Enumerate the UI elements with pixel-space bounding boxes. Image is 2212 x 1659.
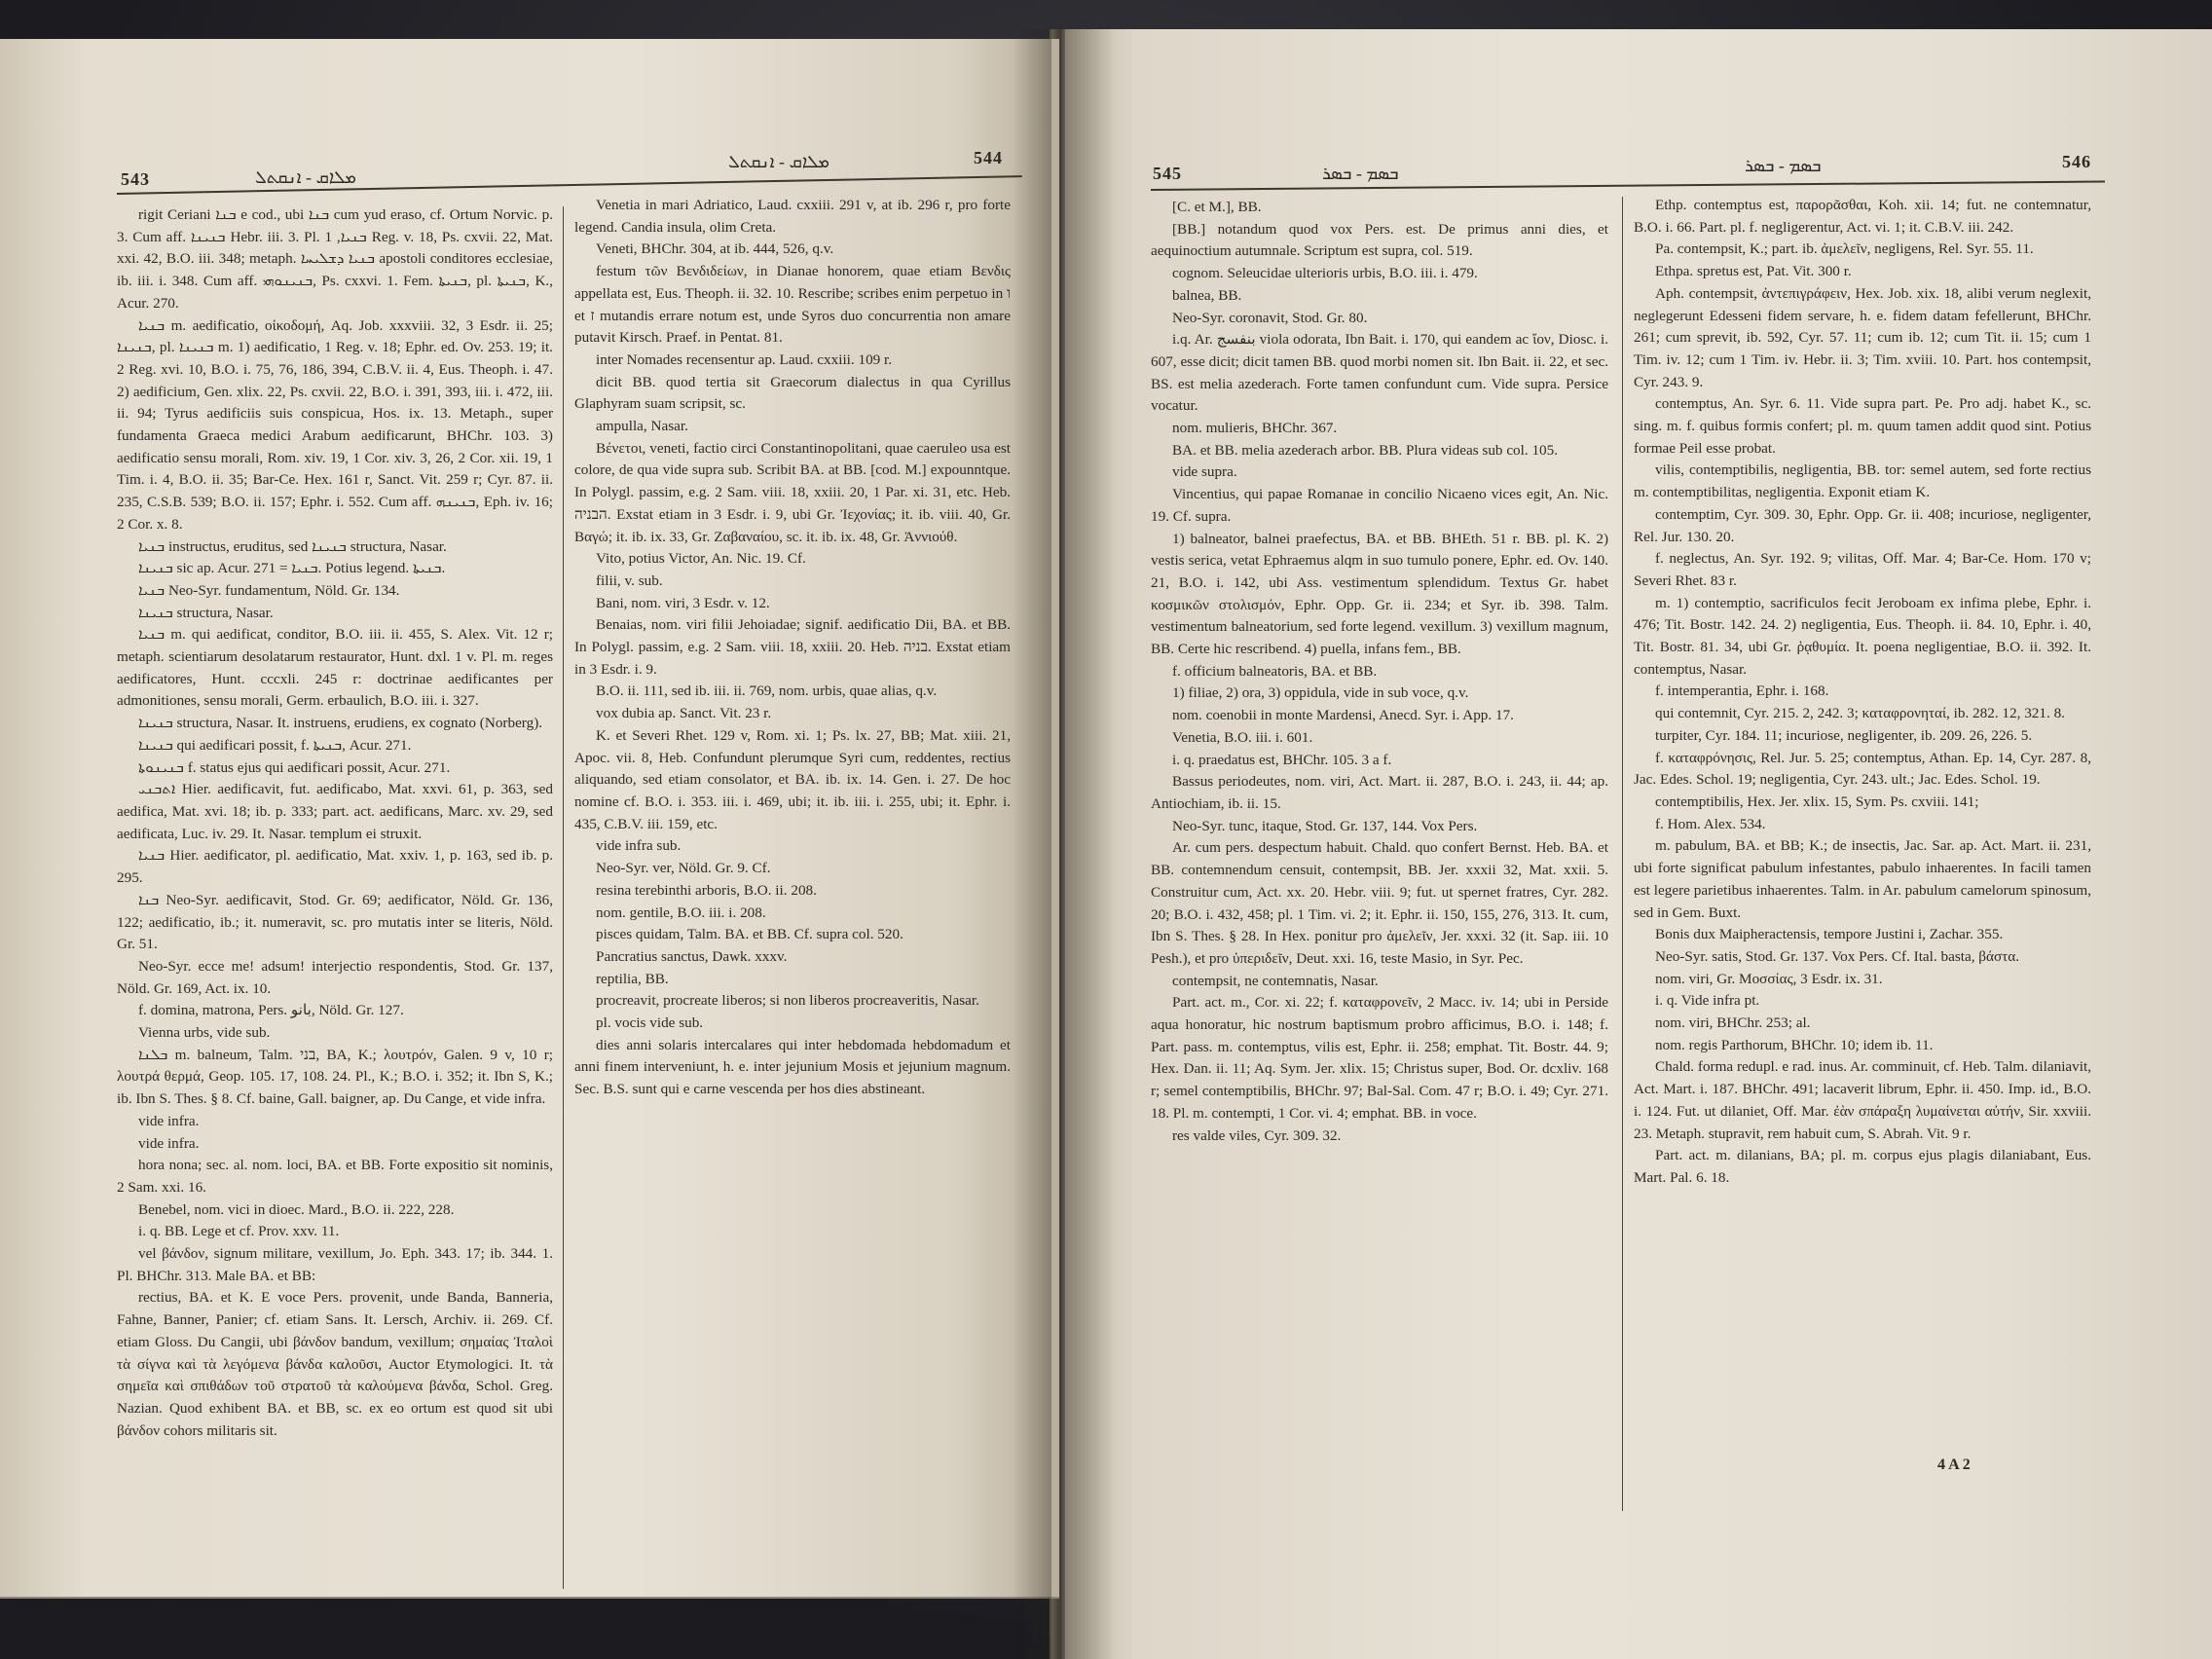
dictionary-entry: vox dubia ap. Sanct. Vit. 23 r.	[596, 705, 772, 722]
dictionary-entry: Bani, nom. viri, 3 Esdr. v. 12.	[596, 594, 770, 611]
dictionary-entry: Ar. cum pers. despectum habuit. Chald. quo confert Bernst. Heb. BA. et BB. contemnendum censuit, contempsit, BB. Jer. xxxii 32, Mat. xxii. 5. Construitur cum, Act. xx. 20. Hebr. viii. 9; fut. ut spernet fratres, Cyr. 282. 20; B.O. i. 432, 458; pl. 1 Tim. vi. 2; it. Ephr. ii. 150, 155, 276, 313. It. cum, Ibn S. Thes. § 28. In Hex. ponitur pro ἀμελεῖν, Jer. xxxi. 32 (it. Sap. iii. 10 Pesh.), et pro ὑπεριδεῖν, Deut. xxi. 16, teste Masio, in Syr. Pec.	[1151, 839, 1608, 967]
dictionary-entry: contemptim, Cyr. 309. 30, Ephr. Opp. Gr. ii. 408; incuriose, negligenter, Rel. Jur. 130. 20.	[1634, 505, 2091, 545]
dictionary-entry: ampulla, Nasar.	[596, 418, 688, 435]
dictionary-entry: f. officium balneatoris, BA. et BB.	[1172, 662, 1378, 680]
dictionary-entry: f. καταφρόνησις, Rel. Jur. 5. 25; contemptus, Athan. Ep. 14, Cyr. 287. 8, Jac. Edes. Schol. 19; negligentia, Cyr. 243. ult.; Jac. Edes. Schol. 19.	[1634, 749, 2091, 789]
page-number-545: 545	[1153, 164, 1182, 183]
dictionary-entry: pl. vocis vide sub.	[596, 1014, 704, 1032]
dictionary-entry: vel βάνδον, signum militare, vexillum, Jo. Eph. 343. 17; ib. 344. 1. Pl. BHChr. 313. Male BA. et BB:	[117, 1245, 553, 1284]
dictionary-entry: Vito, potius Victor, An. Nic. 19. Cf.	[596, 550, 806, 568]
dictionary-entry: f. neglectus, An. Syr. 192. 9; vilitas, Off. Mar. 4; Bar-Ce. Hom. 170 v; Severi Rhet. 83 r.	[1634, 550, 2091, 589]
dictionary-entry: ܒܢܝܐ Hier. aedificator, pl. aedificatio, Mat. xxiv. 1, p. 163, sed ib. p. 295.	[117, 847, 553, 887]
dictionary-entry: Benaias, nom. viri filii Jehoiadae; signif. aedificatio Dii, BA. et BB. In Polygl. passim, e.g. 2 Sam. viii. 18, xxiii. 20. Heb. בניה. Exstat etiam in 3 Esdr. i. 9.	[574, 616, 1011, 678]
dictionary-entry: contemptibilis, Hex. Jer. xlix. 15, Sym. Ps. cxviii. 141;	[1655, 793, 1979, 810]
dictionary-entry: hora nona; sec. al. nom. loci, BA. et BB. Forte expositio sit nominis, 2 Sam. xxi. 16.	[117, 1157, 553, 1196]
dictionary-entry: vide infra.	[138, 1134, 200, 1152]
dictionary-entry: nom. regis Parthorum, BHChr. 10; idem ib. 11.	[1655, 1036, 1934, 1053]
dictionary-entry: ܒܢܝܢܐ qui aedificari possit, f. ܒܢܝܬܐ, Acur. 271.	[138, 736, 412, 754]
dictionary-entry: Part. act. m., Cor. xi. 22; f. καταφρονεῖν, 2 Macc. iv. 14; ubi in Perside aqua honoratur, hic nostrum baptismum probro afficimus, B.O. i. 148; f. Part. pass. m. contemptus, vilis est, Ephr. ii. 258; emphat. Tit. Bostr. 44. 9; Hex. Dan. ii. 11; Aq. Sym. Jer. xlix. 15; Christus super, Bod. Or. dcxliv. 168 r; semel contemptibilis, BHChr. 97; Bal-Sal. Com. 47 r; B.O. i. 49; Cyr. 271. 18. Pl. m. contempti, 1 Cor. vi. 4; emphat. BB. in voce.	[1151, 994, 1608, 1122]
dictionary-entry: ܒܢܝܢܘܬܐ f. status ejus qui aedificari possit, Acur. 271.	[138, 758, 451, 776]
dictionary-entry: reptilia, BB.	[596, 970, 669, 987]
left-page-column-2	[574, 195, 1011, 1101]
left-page	[0, 39, 1059, 1599]
dictionary-entry: vide supra.	[1172, 463, 1237, 481]
dictionary-entry: Neo-Syr. satis, Stod. Gr. 137. Vox Pers. Cf. Ital. basta, βάστα.	[1655, 947, 2020, 965]
dictionary-entry: balnea, BB.	[1172, 286, 1242, 304]
dictionary-entry: nom. viri, Gr. Μοσσίας, 3 Esdr. ix. 31.	[1655, 970, 1883, 987]
dictionary-entry: i. q. praedatus est, BHChr. 105. 3 a f.	[1172, 751, 1392, 768]
dictionary-entry: Ethp. contemptus est, παρορᾶσθαι, Koh. xii. 14; fut. ne contemnatur, B.O. i. 66. Part. pl. f. negligerentur, Act. vi. 1; it. C.B.V. iii. 242.	[1634, 197, 2091, 236]
dictionary-entry: cognom. Seleucidae ulterioris urbis, B.O. iii. i. 479.	[1172, 265, 1478, 282]
dictionary-entry: ܒܢܝܐ Neo-Syr. fundamentum, Nöld. Gr. 134.	[138, 581, 400, 599]
right-page-column-1	[1151, 197, 1608, 1147]
dictionary-entry: res valde viles, Cyr. 309. 32.	[1172, 1126, 1342, 1144]
dictionary-entry: nom. gentile, B.O. iii. i. 208.	[596, 903, 766, 921]
page-number-546: 546	[2062, 152, 2091, 171]
dictionary-entry: ܒܢܐ Neo-Syr. aedificavit, Stod. Gr. 69; aedificator, Nöld. Gr. 136, 122; aedificatio, ib.; it. numeravit, sc. pro mutatis inter se literis, Nöld. Gr. 51.	[117, 891, 553, 953]
dictionary-entry: K. et Severi Rhet. 129 v, Rom. xi. 1; Ps. lx. 27, BB; Mat. xiii. 21, Apoc. vii. 8, Heb. Confundunt plerumque Syri cum, reddentes, rectius aliquando, sed etiam consolator, et BA. ib. ix. 14. Gen. i. 27. De hoc nomine cf. B.O. i. 353. iii. i. 469, ubi; it. ib. iii. i. 255, ubi; it. Ephr. i. 435, C.B.V. iii. 159, etc.	[574, 726, 1011, 832]
dictionary-entry: Βένετοι, veneti, factio circi Constantinopolitani, quae caeruleo usa est colore, de qua vide supra sub. Scribit BA. at BB. [cod. M.] expounntque. In Polygl. passim, e.g. 2 Sam. viii. 18, xxiii. 20, 1 Par. xi. 31, etc. Heb. הבניה. Exstat etiam in 3 Esdr. i. 9, ubi Gr. Ἰεχονίας; it. ib. viii. 40, Gr. Βαγώ; it. ib. ix. 33, Gr. Ζαβαναίου, sc. it. ib. ix. 48, Gr. Ἀννιούθ.	[574, 439, 1011, 545]
dictionary-entry: rigit Ceriani ܒܢܐ e cod., ubi ܒܢܐ cum yud eraso, cf. Ortum Norvic. p. 3. Cum aff. ܒܢܝܢܐ Hebr. iii. 3. Pl. ܒܢܝܐ, 1 Reg. v. 18, Ps. cxvii. 22, Mat. xxi. 42, B.O. iii. 348; metaph. ܒܢܝܐ ܕܫܠܝܚܐ apostoli conditores ecclesiae, ib. iii. i. 348. Cum aff. ܒܢܝܢܘܗܝ, Ps. cxxvi. 1. Fem. ܒܢܝܬܐ, pl. ܒܢܝܬܐ, K., Acur. 270.	[117, 206, 554, 312]
dictionary-entry: rectius, BA. et K. E voce Pers. provenit, unde Banda, Banneria, Fahne, Banner, Panier; cf. etiam Sans. It. Lersch, Archiv. ii. 269. Cf. etiam Gloss. Du Cangii, ubi βάνδον bandum, vexillum; σημαίας Ἰταλοὶ τὰ σίγνα καὶ τὰ λεγόμενα βάνδα καλοῦσι, Auctor Etymologici. It. τὰ σημεῖα καὶ σπιθάδων τοῦ στρατοῦ τὰ καλούμενα βάνδα, Schol. Greg. Nazian. Quod exhibent BA. et BB, sc. ex eo ortum est quod sit ubi βάνδον cohors militaris sit.	[117, 1289, 553, 1439]
dictionary-entry: 1) balneator, balnei praefectus, BA. et BB. BHEth. 51 r. BB. pl. K. 2) vestis serica, vetat Ephraemus alqm in suo tumulo ponere, Ephr. ed. Ov. 140. 21, B.O. i. 142, ubi Ass. vestimentum splendidum. Textus Gr. habet κοσμικῶν στολισμόν, Ephr. Opp. Gr. ii. 234; et Syr. ib. 398. Talm. vestimentum balneatorium, sed forte legend. vexillum. 3) vexillum magnum, BB. Certe hic rescribend. 4) puella, infans fem., BB.	[1151, 530, 1608, 658]
dictionary-entry: f. Hom. Alex. 534.	[1655, 815, 1766, 832]
dictionary-entry: ܒܢܝܐ m. aedificatio, οἰκοδομή, Aq. Job. xxxviii. 32, 3 Esdr. ii. 25; ܒܢܝܢܐ, pl. ܒܢܝܢܐ m. 1) aedificatio, 1 Reg. v. 18; Ephr. ed. Ov. 253. 19; it. 2 Reg. xvi. 10, B.O. i. 75, 76, 186, 394, C.B.V. ii. 4, Eus. Theoph. i. 47. 2) aedificium, Gen. xlix. 22, Ps. cxvii. 22, B.O. i. 391, 393, iii. i. 472, iii. ii. 94; Tyrus aedificiis suis conspicua, Hos. ix. 13. Metaph., super fundamenta Graeca medici Arabum aedificarunt, BHChr. 103. 3) aedificatio sensu morali, Rom. xiv. 19, 1 Cor. xiv. 3, 26, 2 Cor. xii. 19, 1 Tim. i. 4, B.O. ii. 35; Bar-Ce. Hex. 161 r, Sanct. Vit. 259 r; Cyr. 87. ii. 235, C.S.B. 539; B.O. ii. 157; Ephr. i. 552. Cum aff. ܒܢܝܢܗ, Eph. iv. 16; 2 Cor. x. 8.	[117, 316, 553, 533]
running-head-right-col: ܡܠܐܩ - ܐܢܩܬܠ	[728, 152, 830, 171]
dictionary-entry: f. domina, matrona, Pers. بانو, Nöld. Gr. 127.	[138, 1002, 404, 1019]
header-rule	[1151, 180, 2105, 191]
dictionary-entry: [C. et M.], BB.	[1172, 199, 1262, 215]
dictionary-entry: Neo-Syr. ver, Nöld. Gr. 9. Cf.	[596, 860, 771, 877]
dictionary-entry: filii, v. sub.	[596, 571, 663, 589]
dictionary-entry: m. pabulum, BA. et BB; K.; de insectis, Jac. Sar. ap. Act. Mart. ii. 231, ubi forte significat pabulum infestantes, pabulo inhaerentes. In facili tamen est legere parietibus inhaerentes. Talm. in Ar. pabulum camelorum spinosum, sed in Gem. Buxt.	[1634, 837, 2091, 921]
dictionary-entry: pisces quidam, Talm. BA. et BB. Cf. supra col. 520.	[596, 926, 903, 943]
column-divider	[563, 206, 564, 1589]
running-head-left-col: ܒܣܡ - ܒܣܪ	[1322, 164, 1399, 183]
entries-list	[574, 195, 1011, 1101]
dictionary-entry: Neo-Syr. coronavit, Stod. Gr. 80.	[1172, 309, 1368, 326]
dictionary-entry: Neo-Syr. tunc, itaque, Stod. Gr. 137, 144. Vox Pers.	[1172, 817, 1478, 834]
dictionary-entry: i. q. BB. Lege et cf. Prov. xxv. 11.	[138, 1223, 340, 1240]
dictionary-entry: [BB.] notandum quod vox Pers. est. De primus anni dies, et aequinoctium autumnale. Scriptum est supra, col. 519.	[1151, 220, 1608, 260]
dictionary-entry: m. 1) contemptio, sacrificulos fecit Jeroboam ex infima plebe, Ephr. i. 476; Tit. Bostr. 142. 24. 2) negligentia, Eus. Theoph. ii. 84. 10, Ephr. i. 40, Tit. Bostr. 81. 34, ubi Gr. ῥᾳθυμία. It. poena negligentiae, B.O. ii. 392. It. contemptus, Nasar.	[1634, 594, 2091, 678]
running-head-left-col: ܡܠܐܩ - ܐܢܩܬܠ	[255, 167, 356, 187]
dictionary-entry: contempsit, ne contemnatis, Nasar.	[1172, 972, 1379, 989]
dictionary-entry: ܐܬܒܢܝ Hier. aedificavit, fut. aedificabo, Mat. xxvi. 61, p. 363, sed aedifica, Mat. xvi. 18; ib. p. 333; part. act. aedificans, Marc. xv. 29, sed aedificata, Luc. iv. 29. It. Nasar. templum ei struxit.	[117, 781, 553, 842]
dictionary-entry: resina terebinthi arboris, B.O. ii. 208.	[596, 881, 817, 899]
entries-list	[117, 204, 553, 1442]
right-page	[1065, 29, 2212, 1659]
signature-mark: 4 A 2	[1937, 1456, 1971, 1473]
dictionary-entry: Benebel, nom. vici in dioec. Mard., B.O. ii. 222, 228.	[138, 1200, 455, 1218]
header-rule	[117, 175, 1022, 195]
dictionary-entry: i. q. Vide infra pt.	[1655, 992, 1760, 1010]
dictionary-entry: B.O. ii. 111, sed ib. iii. ii. 769, nom. urbis, quae alias, q.v.	[596, 682, 938, 700]
dictionary-entry: ܒܢܝܢܐ sic ap. Acur. 271 = ܒܢܝܐ. Potius legend. ܒܢܝܬܐ.	[138, 560, 446, 577]
dictionary-entry: Pa. contempsit, K.; part. ib. ἀμελεῖν, negligens, Rel. Syr. 55. 11.	[1655, 240, 2034, 258]
dictionary-entry: vilis, contemptibilis, negligentia, BB. tor: semel autem, sed forte rectius m. contemptibilitas, negligentia. Exponit etiam K.	[1634, 461, 2091, 501]
dictionary-entry: Vincentius, qui papae Romanae in concilio Nicaeno vices egit, An. Nic. 19. Cf. supra.	[1151, 486, 1608, 525]
dictionary-entry: f. intemperantia, Ephr. i. 168.	[1655, 682, 1829, 700]
page-number-544: 544	[974, 148, 1003, 167]
dictionary-entry: vide infra sub.	[596, 837, 682, 855]
dictionary-entry: ܒܢܝܐ instructus, eruditus, sed ܒܢܝܢܐ structura, Nasar.	[138, 537, 447, 555]
entries-list	[1151, 197, 1608, 1147]
dictionary-entry: qui contemnit, Cyr. 215. 2, 242. 3; καταφρονηταί, ib. 282. 12, 321. 8.	[1655, 705, 2065, 722]
dictionary-entry: Aph. contempsit, ἀντεπιγράφειν, Hex. Job. xix. 18, alibi verum neglexit, neglegerunt Edesseni fidem servare, h. e. fidem datam fefellerunt, BHChr. 261; cum sprevit, ib. 592, Cyr. 57. 11; cum ib. 12; cum Tit. ii. 15; cum 1 Tim. iv. 12; cum 1 Tim. iv. Hebr. ii. 3; Tim. xviii. 10. Part. hos contempsit, Cyr. 243. 9.	[1634, 284, 2091, 390]
dictionary-entry: Pancratius sanctus, Dawk. xxxv.	[596, 947, 788, 965]
dictionary-entry: Vienna urbs, vide sub.	[138, 1024, 271, 1042]
dictionary-entry: nom. coenobii in monte Mardensi, Anecd. Syr. i. App. 17.	[1172, 707, 1514, 724]
dictionary-entry: Chald. forma redupl. e rad. inus. Ar. comminuit, cf. Heb. Talm. dilaniavit, Act. Mart. i. 187. BHChr. 491; lacaverit librum, Ephr. ii. 450. Imp. id., B.O. i. 124. Fut. ut dilaniet, Off. Mar. ἐὰν σπάραξη λυμαίνεται αὐτήν, Sir. xxviii. 23. Metaph. stupravit, rem habuit cum, S. Abrah. Vit. 9 r.	[1634, 1058, 2091, 1142]
dictionary-entry: Bonis dux Maipheractensis, tempore Justini i, Zachar. 355.	[1655, 926, 2004, 943]
dictionary-entry: Venetia in mari Adriatico, Laud. cxxiii. 291 v, at ib. 296 r, pro forte legend. Candia insula, olim Creta.	[574, 197, 1011, 236]
dictionary-entry: Veneti, BHChr. 304, at ib. 444, 526, q.v.	[596, 240, 834, 258]
dictionary-entry: ܒܠܢܐ m. balneum, Talm. בני, BA, K.; λουτρόν, Galen. 9 v, 10 r; λουτρά θερμά, Geop. 105. 17, 108. 24. Pl., K.; B.O. i. 352; it. Ibn S, K.; ib. Ibn S. Thes. § 8. Cf. baine, Gall. baigner, ap. Du Cange, et vide infra.	[117, 1046, 554, 1108]
dictionary-entry: turpiter, Cyr. 184. 11; incuriose, negligenter, ib. 209. 26, 226. 5.	[1655, 726, 2033, 744]
entries-list	[1634, 195, 2091, 1190]
dictionary-entry: festum τῶν Βενδιδείων, in Dianae honorem, quae etiam Βενδις appellata est, Eus. Theoph. ii. 32. 10. Rescribe; scribes enim perpetuo in ו et ז mutandis errare notum est, unde Syros duo concurrentia non amare putavit Kirsch. Praef. in Pentat. 81.	[574, 263, 1011, 347]
dictionary-entry: ܒܢܝܐ m. qui aedificat, conditor, B.O. iii. ii. 455, S. Alex. Vit. 12 r; metaph. scientiarum desolatarum restaurator, Hunt. dxl. 1 v. Pl. m. reges aedificatores, Hunt. cccxli. 245 r: doctrinae aedificantes per admonitiones, sensu morali, Germ. erbaulich, B.O. iii. i. 327.	[117, 626, 553, 710]
page-number-543: 543	[121, 169, 150, 189]
dictionary-entry: nom. mulieris, BHChr. 367.	[1172, 420, 1338, 437]
dictionary-entry: Neo-Syr. ecce me! adsum! interjectio respondentis, Stod. Gr. 137, Nöld. Gr. 169, Act. ix. 10.	[117, 957, 553, 997]
left-page-column-1	[117, 204, 553, 1442]
dictionary-entry: BA. et BB. melia azederach arbor. BB. Plura videas sub col. 105.	[1172, 441, 1559, 459]
dictionary-entry: dicit BB. quod tertia sit Graecorum dialectus in qua Cyrillus Glaphyram suam scripsit, sc.	[574, 373, 1011, 413]
dictionary-entry: Ethpa. spretus est, Pat. Vit. 300 r.	[1655, 263, 1852, 280]
column-divider	[1622, 197, 1623, 1511]
dictionary-entry: nom. viri, BHChr. 253; al.	[1655, 1014, 1811, 1032]
running-head-right-col: ܒܣܡ - ܒܣܪ	[1745, 156, 1822, 175]
dictionary-entry: Part. act. m. dilanians, BA; pl. m. corpus ejus plagis dilaniabant, Eus. Mart. Pal. 6. 18.	[1634, 1147, 2091, 1186]
dictionary-entry: Bassus periodeutes, nom. viri, Act. Mart. ii. 287, B.O. i. 243, ii. 44; ap. Antiochiam, ib. ii. 15.	[1151, 773, 1608, 812]
dictionary-entry: 1) filiae, 2) ora, 3) oppidula, vide in sub voce, q.v.	[1172, 684, 1469, 702]
dictionary-entry: ܒܢܝܢܐ structura, Nasar.	[138, 604, 274, 621]
dictionary-entry: procreavit, procreate liberos; si non liberos procreaveritis, Nasar.	[596, 992, 979, 1010]
dictionary-entry: i.q. Ar. بنفسج viola odorata, Ibn Bait. i. 170, qui eandem ac ἴον, Diosc. i. 607, esse dicit; dicit tamen BB. quod morbi nomen sit. Ibn Bait. ii. 22, et sec. BS. est melia azederach. Forte tamen confundunt cum. Vide supra. Persice vocatur.	[1151, 331, 1608, 415]
right-page-column-2	[1634, 195, 2091, 1190]
dictionary-entry: inter Nomades recensentur ap. Laud. cxxiii. 109 r.	[596, 350, 893, 368]
dictionary-entry: dies anni solaris intercalares qui inter hebdomada hebdomadum et anni finem interveniunt, h. e. inter jejunium Mosis et jejunium magnum. Sec. B.S. sunt qui e carne vescenda per hos dies abstineant.	[574, 1036, 1011, 1098]
dictionary-entry: Venetia, B.O. iii. i. 601.	[1172, 728, 1313, 746]
dictionary-entry: vide infra.	[138, 1112, 200, 1129]
dictionary-entry: contemptus, An. Syr. 6. 11. Vide supra part. Pe. Pro adj. habet K., sc. sing. m. f. quibus formis confert; pl. m. quum tamen addit quod sint. Potius formae Peil esse probat.	[1634, 395, 2091, 457]
dictionary-entry: ܒܢܝܢܐ structura, Nasar. It. instruens, erudiens, ex cognato (Norberg).	[138, 715, 543, 732]
